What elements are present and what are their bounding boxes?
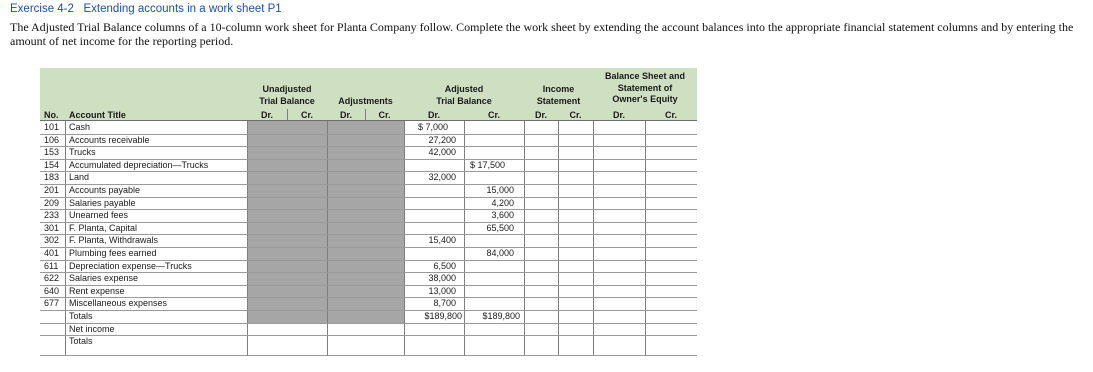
account-number: 611 bbox=[44, 260, 59, 271]
adjusted-dr-value: $ 7,000 bbox=[418, 122, 449, 132]
header-balance-sheet bbox=[593, 71, 697, 106]
header-divider bbox=[40, 120, 697, 121]
header-adjustments-label: Adjustments bbox=[338, 96, 393, 106]
exercise-description: The Adjusted Trial Balance columns of a 10-column work sheet for Planta Company follow. Complete the work sheet by extending the account balances into the appropriate financial statement columns and by entering the amount of net income for the reporting period. bbox=[10, 20, 1074, 48]
account-title: Cash bbox=[69, 122, 91, 132]
exercise-number: Exercise 4-2 bbox=[10, 3, 74, 15]
account-number: 106 bbox=[44, 134, 60, 145]
account-number: 301 bbox=[44, 222, 60, 233]
totals-label: Totals bbox=[69, 311, 93, 321]
row-divider bbox=[40, 209, 697, 210]
adjusted-cr-value: 15,000 bbox=[486, 185, 514, 195]
adjusted-dr-value: 8,700 bbox=[433, 298, 456, 309]
header-bs-line1: Balance Sheet and bbox=[604, 71, 686, 81]
account-number: 209 bbox=[44, 197, 60, 208]
adjusted-dr-value: 32,000 bbox=[428, 172, 456, 183]
account-number: 183 bbox=[44, 172, 60, 183]
header-bs-cr: Cr. bbox=[664, 110, 677, 120]
account-number: 640 bbox=[44, 285, 60, 296]
table-bottom-border bbox=[40, 355, 697, 356]
header-no: No. bbox=[44, 110, 59, 120]
account-title: Salaries expense bbox=[69, 273, 139, 284]
account-title: Trucks bbox=[69, 147, 96, 158]
header-account-title: Account Title bbox=[69, 110, 126, 120]
header-income-line2: Statement bbox=[536, 95, 581, 106]
account-number: 302 bbox=[44, 235, 60, 246]
totals-adjusted-cr: $189,800 bbox=[482, 311, 520, 321]
row-divider bbox=[40, 335, 697, 336]
header-bs-line2: Statement of bbox=[617, 82, 673, 93]
adjusted-cr-value: $ 17,500 bbox=[470, 159, 506, 170]
adjusted-dr-value: 42,000 bbox=[428, 147, 456, 158]
account-title: F. Planta, Withdrawals bbox=[69, 235, 159, 246]
exercise-label: Extending accounts in a work sheet bbox=[83, 3, 265, 15]
adjusted-dr-value: 15,400 bbox=[428, 235, 456, 246]
grid-line bbox=[524, 120, 525, 356]
grid-line bbox=[645, 120, 646, 356]
header-unadj-dr: Dr. bbox=[260, 110, 273, 120]
exercise-title bbox=[10, 3, 282, 15]
header-adjustments-cr: Cr. bbox=[378, 110, 391, 120]
row-divider bbox=[40, 272, 697, 273]
account-title: Plumbing fees earned bbox=[69, 248, 157, 258]
account-number: 622 bbox=[44, 273, 60, 284]
adjusted-dr-value: 6,500 bbox=[433, 260, 456, 271]
grid-line bbox=[558, 120, 559, 356]
row-divider bbox=[40, 222, 697, 223]
account-title: Accumulated depreciation—Trucks bbox=[69, 159, 209, 170]
account-title: Miscellaneous expenses bbox=[69, 298, 168, 309]
account-title: Accounts receivable bbox=[69, 134, 150, 145]
account-title: Land bbox=[69, 172, 90, 183]
work-sheet bbox=[40, 68, 697, 356]
grid-line bbox=[593, 120, 594, 356]
account-title: Rent expense bbox=[69, 285, 125, 296]
header-bs-line3: Owner's Equity bbox=[612, 94, 678, 104]
account-number: 401 bbox=[44, 248, 60, 258]
account-number: 677 bbox=[44, 298, 60, 309]
header-unadjusted bbox=[247, 84, 327, 107]
header-unadjusted-line2: Trial Balance bbox=[259, 95, 315, 106]
header-adjusted-dr: Dr. bbox=[427, 110, 440, 120]
account-title: Accounts payable bbox=[69, 185, 141, 195]
account-number: 101 bbox=[44, 122, 60, 132]
header-bs-dr: Dr. bbox=[612, 110, 625, 120]
adjusted-cr-value: 65,500 bbox=[486, 222, 514, 233]
account-number: 153 bbox=[44, 147, 60, 158]
account-title: Unearned fees bbox=[69, 210, 129, 221]
account-number: 201 bbox=[44, 185, 60, 195]
grid-line bbox=[247, 120, 248, 356]
header-income bbox=[524, 84, 593, 107]
header-adjusted-line1: Adjusted bbox=[444, 84, 484, 94]
header-adjustments bbox=[327, 96, 404, 108]
final-totals-label: Totals bbox=[69, 336, 93, 347]
net-income-label: Net income bbox=[69, 323, 115, 334]
header-income-line1: Income bbox=[542, 84, 575, 94]
adjusted-dr-value: 38,000 bbox=[428, 273, 456, 284]
header-unadj-cr: Cr. bbox=[300, 110, 313, 120]
adjusted-cr-value: 3,600 bbox=[491, 210, 514, 221]
adjusted-cr-value: 84,000 bbox=[486, 248, 514, 258]
header-unadjusted-line1: Unadjusted bbox=[262, 84, 312, 94]
header-adjusted bbox=[404, 84, 524, 107]
account-number: 233 bbox=[44, 210, 60, 221]
header-adjusted-line2: Trial Balance bbox=[436, 95, 492, 106]
row-divider bbox=[40, 197, 697, 198]
row-divider bbox=[40, 285, 697, 286]
header-adjustments-dr: Dr. bbox=[339, 110, 352, 120]
row-divider bbox=[40, 171, 697, 172]
account-title: Depreciation expense—Trucks bbox=[69, 260, 192, 271]
row-divider bbox=[40, 146, 697, 147]
header-income-dr: Dr. bbox=[534, 110, 547, 120]
adjusted-dr-value: 13,000 bbox=[428, 285, 456, 296]
account-title: Salaries payable bbox=[69, 197, 136, 208]
exercise-tag: P1 bbox=[267, 3, 282, 15]
totals-adjusted-dr: $189,800 bbox=[424, 311, 462, 321]
header-income-cr: Cr. bbox=[569, 110, 582, 120]
adjusted-dr-value: 27,200 bbox=[428, 134, 456, 145]
grid-line bbox=[327, 120, 328, 356]
row-divider bbox=[40, 310, 697, 311]
header-adjusted-cr: Cr. bbox=[487, 110, 500, 120]
adjusted-cr-value: 4,200 bbox=[491, 197, 514, 208]
account-title: F. Planta, Capital bbox=[69, 222, 138, 233]
grid-line bbox=[65, 120, 66, 356]
row-divider bbox=[40, 323, 697, 324]
account-number: 154 bbox=[44, 159, 60, 170]
